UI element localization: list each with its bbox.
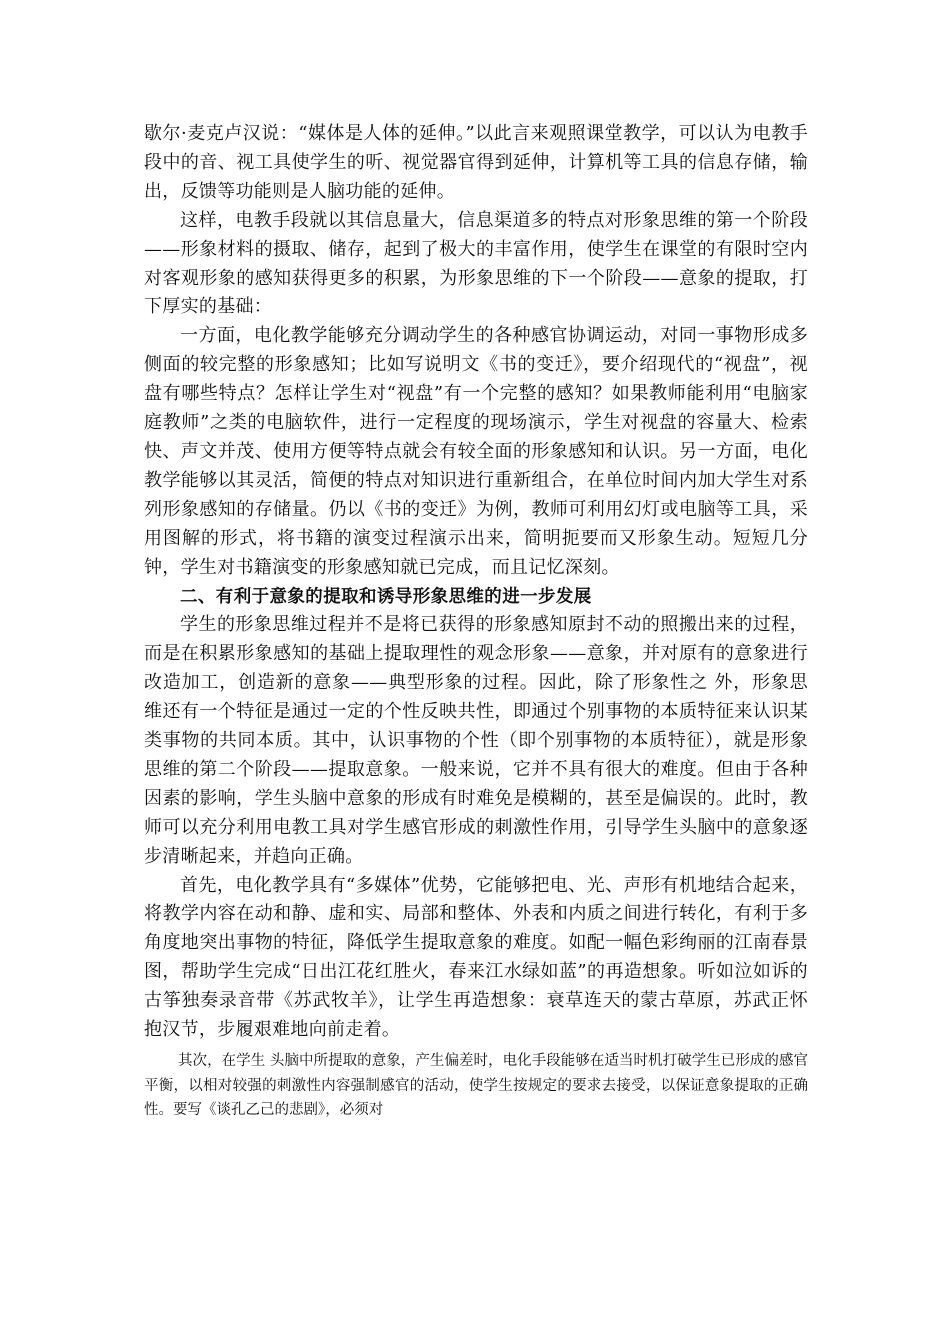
paragraph-1: 歇尔·麦克卢汉说：“媒体是人体的延伸。”以此言来观照课堂教学，可以认为电教手段中的音、视工具使学生的听、视觉器官得到延伸，计算机等工具的信息存储，输出，反馈等功能则是人脑功能的延伸。 [144,123,808,202]
paragraph-3: 一方面，电化教学能够充分调动学生的各种感官协调运动，对同一事物形成多侧面的较完整的形象感知；比如写说明文《书的变迁》，要介绍现代的“视盘”，视盘有哪些特点？怎样让学生对“视盘”有一个完整的感知？如果教师能利用“电脑家庭教师”之类的电脑软件，进行一定程度的现场演示，学生对视盘的容量大、检索快、声文并茂、使用方便等特点就会有较全面的形象感知和认识。另一方面，电化教学能够以其灵活，简便的特点对知识进行重新组合，在单位时间内加大学生对系列形象感知的存储量。仍以《书的变迁》为例，教师可利用幻灯或电脑等工具，采用图解的形式，将书籍的演变过程演示出来，简明扼要而又形象生动。短短几分钟，学生对书籍演变的形象感知就已完成，而且记忆深刻。 [144,325,808,578]
document-body [144,120,808,1123]
paragraph-6: 其次，在学生 头脑中所提取的意象，产生偏差时，电化手段能够在适当时机打破学生已形成的感官平衡，以相对较强的刺激性内容强制感官的活动，使学生按规定的要求去接受，以保证意象提取的正确性。要写《谈孔乙己的悲剧》，必须对 [144,1053,808,1119]
section-heading: 二、有利于意象的提取和诱导形象思维的进一步发展 [180,586,592,607]
paragraph-2: 这样，电教手段就以其信息量大，信息渠道多的特点对形象思维的第一个阶段——形象材料的摄取、储存，起到了极大的丰富作用，使学生在课堂的有限时空内对客观形象的感知获得更多的积累，为形象思维的下一个阶段——意象的提取，打下厚实的基础： [144,209,808,318]
paragraph-5: 首先，电化教学具有“多媒体”优势，它能够把电、光、声形有机地结合起来，将教学内容在动和静、虚和实、局部和整体、外表和内质之间进行转化，有利于多角度地突出事物的特征，降低学生提取意象的难度。如配一幅色彩绚丽的江南春景图，帮助学生完成“日出江花红胜火，春来江水绿如蓝”的再造想象。听如泣如诉的古筝独奏录音带《苏武牧羊》，让学生再造想象：衰草连天的蒙古草原，苏武正怀抱汉节，步履艰难地向前走着。 [144,874,808,1041]
paragraph-4: 学生的形象思维过程并不是将已获得的形象感知原封不动的照搬出来的过程，而是在积累形象感知的基础上提取理性的观念形象——意象，并对原有的意象进行改造加工，创造新的意象——典型形象的过程。因此，除了形象性之 外，形象思维还有一个特征是通过一定的个性反映共性，即通过个别事物的本质特征来认识某类事物的共同本质。其中，认识事物的个性（即个别事物的本质特征），就是形象思维的第二个阶段——提取意象。一般来说，它并不具有很大的难度。但由于各种因素的影响，学生头脑中意象的形成有时难免是模糊的，甚至是偏误的。此时，教师可以充分利用电教工具对学生感官形成的刺激性作用，引导学生头脑中的意象逐步清晰起来，并趋向正确。 [144,614,808,867]
